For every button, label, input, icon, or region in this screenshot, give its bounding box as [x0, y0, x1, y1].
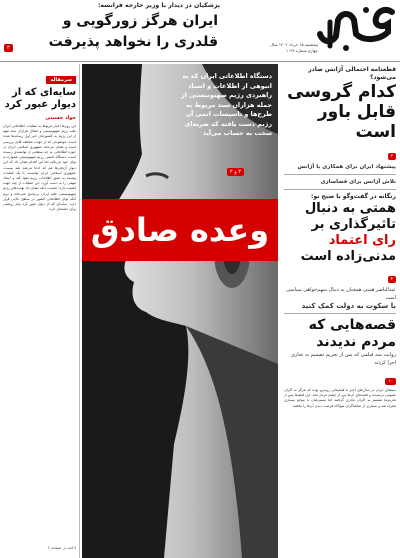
masthead: [264, 2, 396, 60]
story2-subitem-2: با سکوت به دولت کمک کنید: [301, 302, 396, 310]
divider: [284, 313, 396, 314]
lead-photo: [82, 64, 278, 558]
newspaper-logo: [316, 2, 396, 60]
editorial-byline: جواد حسینی: [45, 115, 76, 121]
lead-kicker: پزشکیان در دیدار با وزیر خارجه فرانسه:: [97, 2, 220, 9]
lead-headline-line-1: ایران هرگز زورگویی و: [62, 13, 218, 29]
story2-kicker: رنگانه در گفت‌وگو با صبح نو:: [311, 193, 396, 200]
story2-headline-part-2: رای اعتماد: [328, 233, 396, 248]
story1-headline: کدام گروسی قابل باور است: [287, 82, 396, 142]
photo-page-tag: ۳ و ۲: [227, 168, 244, 176]
divider: [284, 174, 396, 175]
editorial-label: سرمقاله: [46, 76, 76, 84]
story2-headline-part-3: مدنی‌زاده است: [300, 249, 396, 264]
story1-subitem-1: پیشنهاد ایران برای همکاری با آژانس: [297, 164, 396, 170]
news-column: [280, 64, 400, 558]
lead-page-tag: ۳: [4, 44, 13, 52]
story3-headline: قصه‌هایی که مردم ندیدند: [308, 317, 396, 350]
story1-page-tag: ۲: [388, 153, 396, 160]
divider: [284, 189, 396, 190]
issue-info: پنجشنبه ۱۵ خرداد ۱۴۰۲ سال چهارم شماره ۱۰۳۸: [270, 42, 318, 53]
editorial-column: [0, 64, 80, 558]
story2-subitem-1: عبدالناصر همتی همچنان به دنبال سهم‌خواهی سیاسی است: [286, 287, 396, 301]
photo-caption: دستگاه اطلاعاتی ایران که به انبوهی از اطلاعات و اسناد راهبردی رژیم صهیونیستی از جمله هزاران سند مربوط به طرح‌ها و تاسیسات اتمی آن رژیم دست یافته که ضربه‌ای سخت به حساب می‌آید: [181, 72, 272, 137]
story2-headline-part-1: همتی به دنبال تاثیرگذاری بر: [304, 201, 396, 232]
story3-summary: روایت سه فیلمی که پس از تحریم تصمیم به تجاری اجرا کردند: [290, 352, 396, 366]
lead-headline-line-2: قلدری را نخواهد پذیرفت: [48, 34, 218, 50]
editorial-continue-note: ادامه در صفحه ۲: [47, 545, 76, 550]
editorial-headline: سایه‌ای که از دیوار عبور کرد: [4, 87, 76, 110]
main-title-band: [82, 199, 278, 261]
story1-subitem-2: تلاش آژانس برای فضاسازی: [320, 179, 396, 185]
editorial-body: این روزها اخبار مربوط به عملیات اطلاعاتی ایران علیه رژیم صهیونیستی و انتقال هزاران سند مهم از این رژیم به کشورمان خبر اول رسانه‌ها شده است. موضوعی که از جهات مختلف قابل بررسی است و نشان می‌دهد جمهوری اسلامی ایران در حوزه اطلاعاتی به چه سطحی از توانمندی رسیده است. دستگاه امنیتی رژیم صهیونیستی همواره به توان خود می‌بالید اما این اقدام نشان داد که این دیوار آن‌قدرها هم که ادعا می‌شد بلند نیست. جمهوری اسلامی ایران توانست با یک عملیات پیچیده به عمق اطلاعات رژیم نفوذ کند و اسناد مهمی را به دست آورد. این عملیات از چند جهت اهمیت دارد؛ نخست آنکه نشان داد تهدیدهای رژیم صهیونیستی علیه ایران بی‌پاسخ نمی‌ماند و دوم آنکه توان اطلاعاتی کشور در سطح بالایی قرار دارد. سایه‌ای که از دیوار عبور کرد پیام روشنی برای دشمنان دارد.: [3, 124, 76, 212]
header: [0, 0, 400, 62]
story2-page-tag: ۴: [388, 276, 396, 283]
story1-kicker: قطعنامه احتمالی آژانس صادر می‌شود؟: [308, 66, 396, 81]
main-title: وعده صادق: [90, 211, 270, 249]
story3-page-tag: ۱۰: [385, 378, 396, 385]
story3-body: سینمای ایران در سال‌های اخیر با فیلم‌هایی روبه‌رو بوده که هرگز به اکران عمومی نرسیدند و قصه‌های آن‌ها دور از چشم مردم ماند. این فیلم‌ها پس از تحریم‌ها تصمیم به اکران تجاری گرفتند اما مسیرشان با موانع بسیاری همراه شد و بسیاری از تماشاگران هیچ‌گاه فرصت دیدن آن‌ها را نیافتند.: [284, 388, 396, 408]
